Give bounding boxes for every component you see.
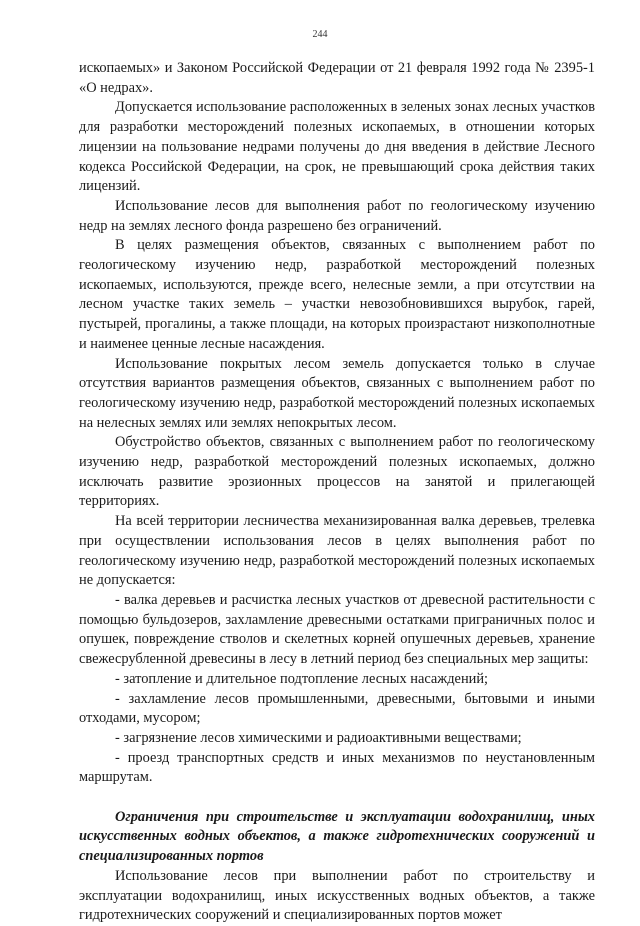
- paragraph-continuation: ископаемых» и Законом Российской Федерации от 21 февраля 1992 года № 2395-1 «О недрах».: [79, 60, 595, 96]
- paragraph-object-placement: В целях размещения объектов, связанных с выполнением работ по геологическому изучению недр, разработкой месторождений полезных ископаемых, используются, прежде всего, нелесные земли, а при отсутствии на лесном участке таких земель – участки невозобновившихся вырубок, гарей, пустырей, прогалины, а также площади, на которых произрастают низкополнотные и наименее ценные лесные насаждения.: [79, 237, 595, 352]
- list-item-littering: - захламление лесов промышленными, древесными, бытовыми и иными отходами, мусором;: [79, 690, 595, 727]
- paragraph-geological-study: Использование лесов для выполнения работ по геологическому изучению недр на землях лесного фонда разрешено без ограничений.: [79, 197, 595, 234]
- document-body: [79, 59, 595, 926]
- page-number: 244: [312, 29, 328, 40]
- paragraph-prohibitions-intro: На всей территории лесничества механизированная валка деревьев, трелевка при осуществлении использования лесов в целях выполнения работ по геологическому изучению недр, разработкой месторождений полезных ископаемых не допускается:: [79, 513, 595, 589]
- paragraph-reservoirs: Использование лесов при выполнении работ по строительству и эксплуатации водохранилищ, иных искусственных водных объектов, а также гидротехнических сооружений и специализированных портов может: [79, 867, 595, 924]
- list-item-pollution: - загрязнение лесов химическими и радиоактивными веществами;: [115, 729, 522, 746]
- list-item-felling: - валка деревьев и расчистка лесных участков от древесной растительности с помощью бульдозеров, захламление древесными остатками приграничных полос и опушек, повреждение стволов и скелетных корней опушечных деревьев, хранение свежесрубленной древесины в лесу в летний период без специальных мер защиты:: [79, 591, 595, 668]
- paragraph-green-zones: Допускается использование расположенных в зеленых зонах лесных участков для разработки месторождений полезных ископаемых, в отношении которых лицензии на пользование недрами получены до дня введения в действие Лесного кодекса Российской Федерации, на срок, не превышающий срока действия таких лицензий.: [79, 99, 595, 195]
- section-heading: Ограничения при строительстве и эксплуатации водохранилищ, иных искусственных водных объектов, а также гидротехнических сооружений и специализированных портов: [79, 808, 595, 865]
- list-item-flooding: - затопление и длительное подтопление лесных насаждений;: [115, 670, 489, 687]
- list-item-vehicles: - проезд транспортных средств и иных механизмов по неустановленным маршрутам.: [79, 749, 595, 786]
- paragraph-forested-land: Использование покрытых лесом земель допускается только в случае отсутствия вариантов размещения объектов, связанных с выполнением работ по геологическому изучению недр, разработкой месторождений полезных ископаемых на нелесных землях или землях непокрытых лесом.: [79, 355, 595, 431]
- paragraph-facility-arrangement: Обустройство объектов, связанных с выполнением работ по геологическому изучению недр, разработкой месторождений полезных ископаемых, должно исключать развитие эрозионных процессов на занятой и прилегающей территориях.: [79, 434, 595, 510]
